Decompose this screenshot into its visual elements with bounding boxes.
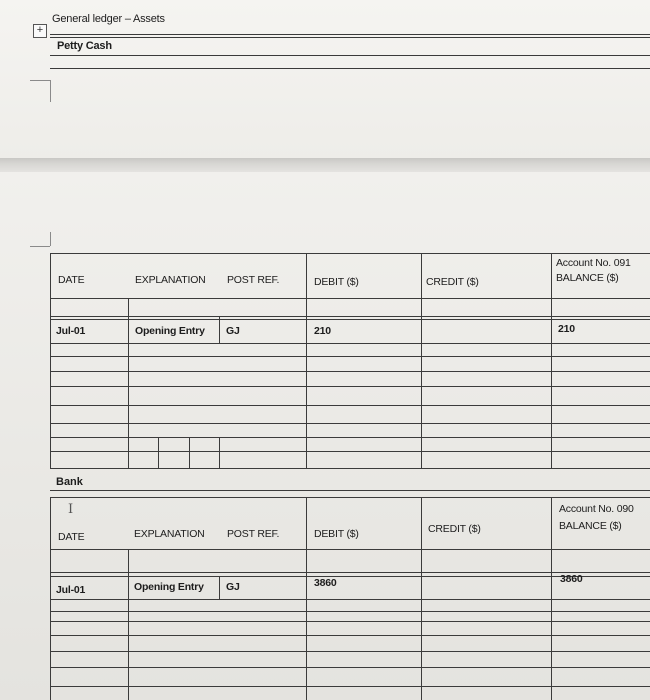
divider	[50, 37, 650, 38]
column-header-balance: BALANCE ($)	[556, 272, 619, 284]
column-header-debit: DEBIT ($)	[314, 276, 359, 288]
table-rule	[50, 667, 650, 668]
table-rule	[50, 621, 650, 622]
page-break	[0, 158, 650, 172]
divider	[50, 68, 650, 69]
table-rule	[50, 371, 650, 372]
table-rule	[50, 611, 650, 612]
table-rule	[189, 437, 190, 468]
table-rule	[421, 253, 422, 468]
table-rule	[128, 549, 129, 700]
table-rule	[50, 549, 650, 550]
divider	[50, 55, 650, 56]
entry-explanation: Opening Entry	[135, 325, 205, 337]
table-rule	[50, 356, 650, 357]
table-rule	[50, 497, 51, 700]
column-header-date: DATE	[58, 531, 85, 543]
table-rule	[50, 635, 650, 636]
column-header-explanation: EXPLANATION	[135, 274, 206, 286]
column-header-balance: BALANCE ($)	[559, 520, 622, 532]
column-header-credit: CREDIT ($)	[426, 276, 479, 288]
account-number: Account No. 090	[559, 503, 634, 515]
divider	[50, 497, 650, 498]
table-rule	[50, 451, 650, 452]
entry-debit: 210	[314, 325, 331, 337]
divider	[50, 34, 650, 35]
column-header-explanation: EXPLANATION	[134, 528, 205, 540]
entry-date: Jul-01	[56, 325, 86, 337]
entry-debit: 3860	[314, 577, 337, 589]
table-rule	[158, 437, 159, 468]
margin-mark	[30, 80, 50, 81]
table-rule	[551, 253, 552, 468]
margin-mark	[30, 246, 50, 247]
table-rule	[50, 468, 650, 469]
text-cursor-icon: I	[68, 502, 74, 517]
table-rule	[50, 405, 650, 406]
table-rule	[128, 298, 129, 468]
entry-balance: 3860	[560, 573, 583, 585]
column-header-post-ref: POST REF.	[227, 274, 280, 286]
entry-date: Jul-01	[56, 584, 86, 596]
table-rule	[421, 497, 422, 700]
table-rule	[306, 497, 307, 700]
table-rule	[219, 316, 220, 343]
table-rule	[50, 599, 650, 600]
table-rule	[50, 343, 650, 344]
column-header-credit: CREDIT ($)	[428, 523, 481, 535]
entry-explanation: Opening Entry	[134, 581, 204, 593]
entry-post-ref: GJ	[226, 325, 240, 337]
table-rule	[551, 497, 552, 700]
table-rule	[306, 253, 307, 468]
table-rule	[50, 316, 650, 317]
column-header-post-ref: POST REF.	[227, 528, 280, 540]
divider	[50, 490, 650, 491]
table-rule	[50, 386, 650, 387]
margin-mark	[50, 80, 51, 102]
entry-post-ref: GJ	[226, 581, 240, 593]
table-rule	[50, 651, 650, 652]
table-rule	[219, 576, 220, 599]
table-move-handle-icon[interactable]: +	[33, 24, 47, 38]
table-rule	[50, 437, 650, 438]
margin-mark	[50, 232, 51, 246]
table-rule	[50, 253, 650, 254]
column-header-debit: DEBIT ($)	[314, 528, 359, 540]
table-rule	[50, 253, 51, 468]
table-rule	[50, 423, 650, 424]
column-header-date: DATE	[58, 274, 85, 286]
table-rule	[50, 686, 650, 687]
entry-balance: 210	[558, 323, 575, 335]
account-number: Account No. 091	[556, 257, 631, 269]
table-rule	[219, 437, 220, 468]
table-rule	[50, 298, 650, 299]
bank-label: Bank	[56, 476, 83, 488]
page-title: General ledger – Assets	[52, 13, 165, 25]
table-rule	[50, 319, 650, 320]
petty-cash-label: Petty Cash	[57, 40, 112, 52]
